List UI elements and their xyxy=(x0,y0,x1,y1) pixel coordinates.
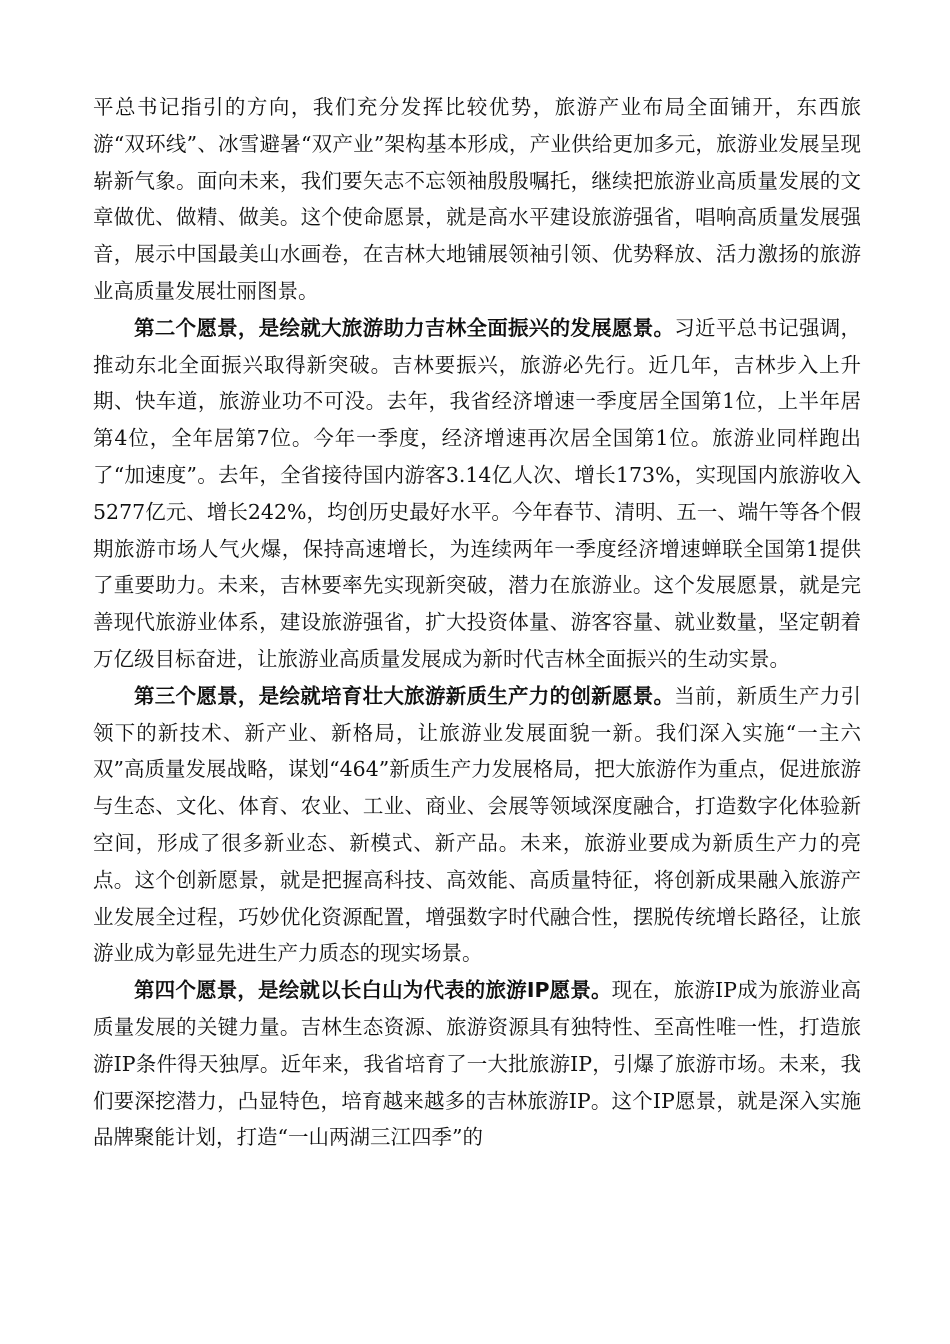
paragraph-text: 习近平总书记强调，推动东北全面振兴取得新突破。吉林要振兴，旅游必先行。近几年，吉林步入上升期、快车道，旅游业功不可没。去年，我省经济增速一季度居全国第1位，上半年居第4位，全年居第7位。今年一季度，经济增速再次居全国第1位。旅游业同样跑出了“加速度”。去年，全省接待国内游客3.14亿人次、增长173%，实现国内旅游收入5277亿元、增长242%，均创历史最好水平。今年春节、清明、五一、端午等各个假期旅游市场人气火爆，保持高速增长，为连续两年一季度经济增速蝉联全国第1提供了重要助力。未来，吉林要率先实现新突破，潜力在旅游业。这个发展愿景，就是完善现代旅游业体系，建设旅游强省，扩大投资体量、游客容量、就业数量，坚定朝着万亿级目标奋进，让旅游业高质量发展成为新时代吉林全面振兴的生动实景。 xyxy=(93,315,862,671)
paragraph-2 xyxy=(93,310,861,678)
paragraph-text: 平总书记指引的方向，我们充分发挥比较优势，旅游产业布局全面铺开，东西旅游“双环线”、冰雪避暑“双产业”架构基本形成，产业供给更加多元，旅游业发展呈现崭新气象。面向未来，我们要矢志不忘领袖殷殷嘱托，继续把旅游业高质量发展的文章做优、做精、做美。这个使命愿景，就是高水平建设旅游强省，唱响高质量发展强音，展示中国最美山水画卷，在吉林大地铺展领袖引领、优势释放、活力激扬的旅游业高质量发展壮丽图景。 xyxy=(93,95,861,303)
paragraph-4 xyxy=(93,972,861,1156)
paragraph-heading: 第四个愿景，是绘就以长白山为代表的旅游IP愿景。 xyxy=(134,978,612,1003)
paragraph-1 xyxy=(93,89,861,310)
paragraph-text: 现在，旅游IP成为旅游业高质量发展的关键力量。吉林生态资源、旅游资源具有独特性、至高性唯一性，打造旅游IP条件得天独厚。近年来，我省培育了一大批旅游IP，引爆了旅游市场。未来，我们要深挖潜力，凸显特色，培育越来越多的吉林旅游IP。这个IP愿景，就是深入实施品牌聚能计划，打造“一山两湖三江四季”的 xyxy=(93,978,861,1150)
document-body xyxy=(93,89,861,1156)
paragraph-heading: 第二个愿景，是绘就大旅游助力吉林全面振兴的发展愿景。 xyxy=(134,315,675,340)
paragraph-3 xyxy=(93,678,861,972)
paragraph-heading: 第三个愿景，是绘就培育壮大旅游新质生产力的创新愿景。 xyxy=(134,683,675,708)
paragraph-text: 当前，新质生产力引领下的新技术、新产业、新格局，让旅游业发展面貌一新。我们深入实施“一主六双”高质量发展战略，谋划“464”新质生产力发展格局，把大旅游作为重点，促进旅游与生态、文化、体育、农业、工业、商业、会展等领域深度融合，打造数字化体验新空间，形成了很多新业态、新模式、新产品。未来，旅游业要成为新质生产力的亮点。这个创新愿景，就是把握高科技、高效能、高质量特征，将创新成果融入旅游产业发展全过程，巧妙优化资源配置，增强数字时代融合性，摆脱传统增长路径，让旅游业成为彰显先进生产力质态的现实场景。 xyxy=(93,683,862,966)
